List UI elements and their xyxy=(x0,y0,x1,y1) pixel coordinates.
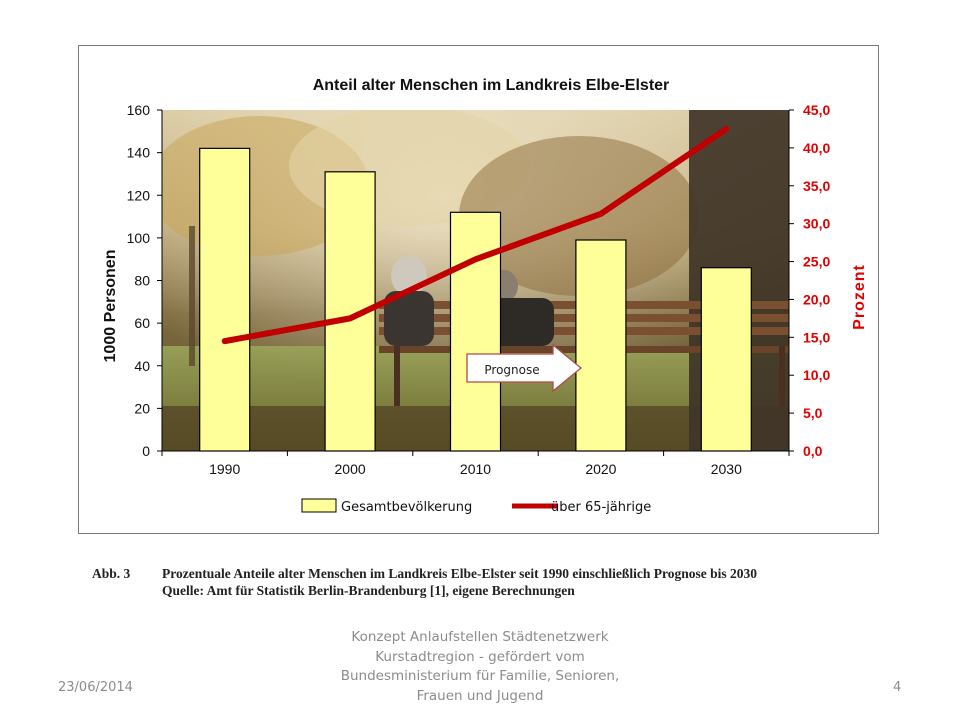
legend-swatch-bars xyxy=(302,499,336,512)
right-tick-label: 35,0 xyxy=(803,177,831,194)
legend-label-line: über 65-jährige xyxy=(551,500,652,515)
bar-1990 xyxy=(200,148,250,451)
y-axis-label-right: Prozent xyxy=(851,264,868,330)
right-tick-label: 30,0 xyxy=(803,215,831,232)
footer-line: Konzept Anlaufstellen Städtenetzwerk xyxy=(351,629,609,645)
prognose-label: Prognose xyxy=(484,363,540,377)
right-tick-label: 10,0 xyxy=(803,367,831,384)
x-tick-label: 2000 xyxy=(334,461,366,477)
bar-2020 xyxy=(576,240,626,451)
right-tick-label: 45,0 xyxy=(803,102,831,118)
footer-project-text xyxy=(330,628,630,706)
legend-label-bars: Gesamtbevölkerung xyxy=(341,500,473,515)
page-number: 4 xyxy=(893,680,902,695)
right-tick-label: 5,0 xyxy=(803,405,823,422)
left-axis xyxy=(127,102,162,459)
line-point-2010 xyxy=(474,257,478,261)
x-tick-label: 1990 xyxy=(209,461,241,477)
footer-line: Frauen und Jugend xyxy=(416,687,544,704)
line-point-2000 xyxy=(348,316,352,320)
right-axis xyxy=(789,102,830,459)
chart xyxy=(79,46,880,535)
right-tick-label: 15,0 xyxy=(803,329,831,346)
chart-title: Anteil alter Menschen im Landkreis Elbe-Elster xyxy=(312,77,670,94)
figure-caption xyxy=(92,565,872,599)
line-point-1990 xyxy=(223,339,227,343)
left-tick-label: 120 xyxy=(126,187,150,204)
x-tick-label: 2030 xyxy=(710,461,742,477)
footer-line: Bundesministerium für Familie, Senioren, xyxy=(340,668,620,684)
right-tick-label: 25,0 xyxy=(803,253,831,270)
chart-frame xyxy=(78,45,879,534)
left-tick-label: 80 xyxy=(134,272,150,289)
caption-source: Quelle: Amt für Statistik Berlin-Brandenburg [1], eigene Berechnungen xyxy=(162,583,575,598)
bar-2030 xyxy=(701,268,751,451)
left-tick-label: 20 xyxy=(134,400,150,417)
left-tick-label: 160 xyxy=(126,102,150,118)
line-point-2020 xyxy=(599,212,603,216)
x-axis xyxy=(162,451,789,477)
left-tick-label: 140 xyxy=(126,144,150,161)
y-axis-label-left: 1000 Personen xyxy=(102,249,119,363)
x-tick-label: 2020 xyxy=(585,461,617,477)
left-tick-label: 60 xyxy=(134,315,150,332)
left-tick-label: 40 xyxy=(134,357,150,374)
footer-date: 23/06/2014 xyxy=(58,680,133,695)
right-tick-label: 0,0 xyxy=(803,443,823,459)
x-tick-label: 2010 xyxy=(459,461,492,477)
caption-text: Prozentuale Anteile alter Menschen im Landkreis Elbe-Elster seit 1990 einschließlich Prognose bis 2030 xyxy=(162,566,757,581)
legend xyxy=(302,499,651,515)
line-point-2030 xyxy=(724,127,728,131)
bar-2010 xyxy=(451,212,501,451)
left-tick-label: 100 xyxy=(126,229,150,246)
footer-line: Kurstadtregion - gefördert vom xyxy=(375,648,585,665)
caption-label: Abb. 3 xyxy=(92,566,131,581)
right-tick-label: 20,0 xyxy=(803,291,831,308)
right-tick-label: 40,0 xyxy=(803,139,831,156)
left-tick-label: 0 xyxy=(142,443,150,459)
